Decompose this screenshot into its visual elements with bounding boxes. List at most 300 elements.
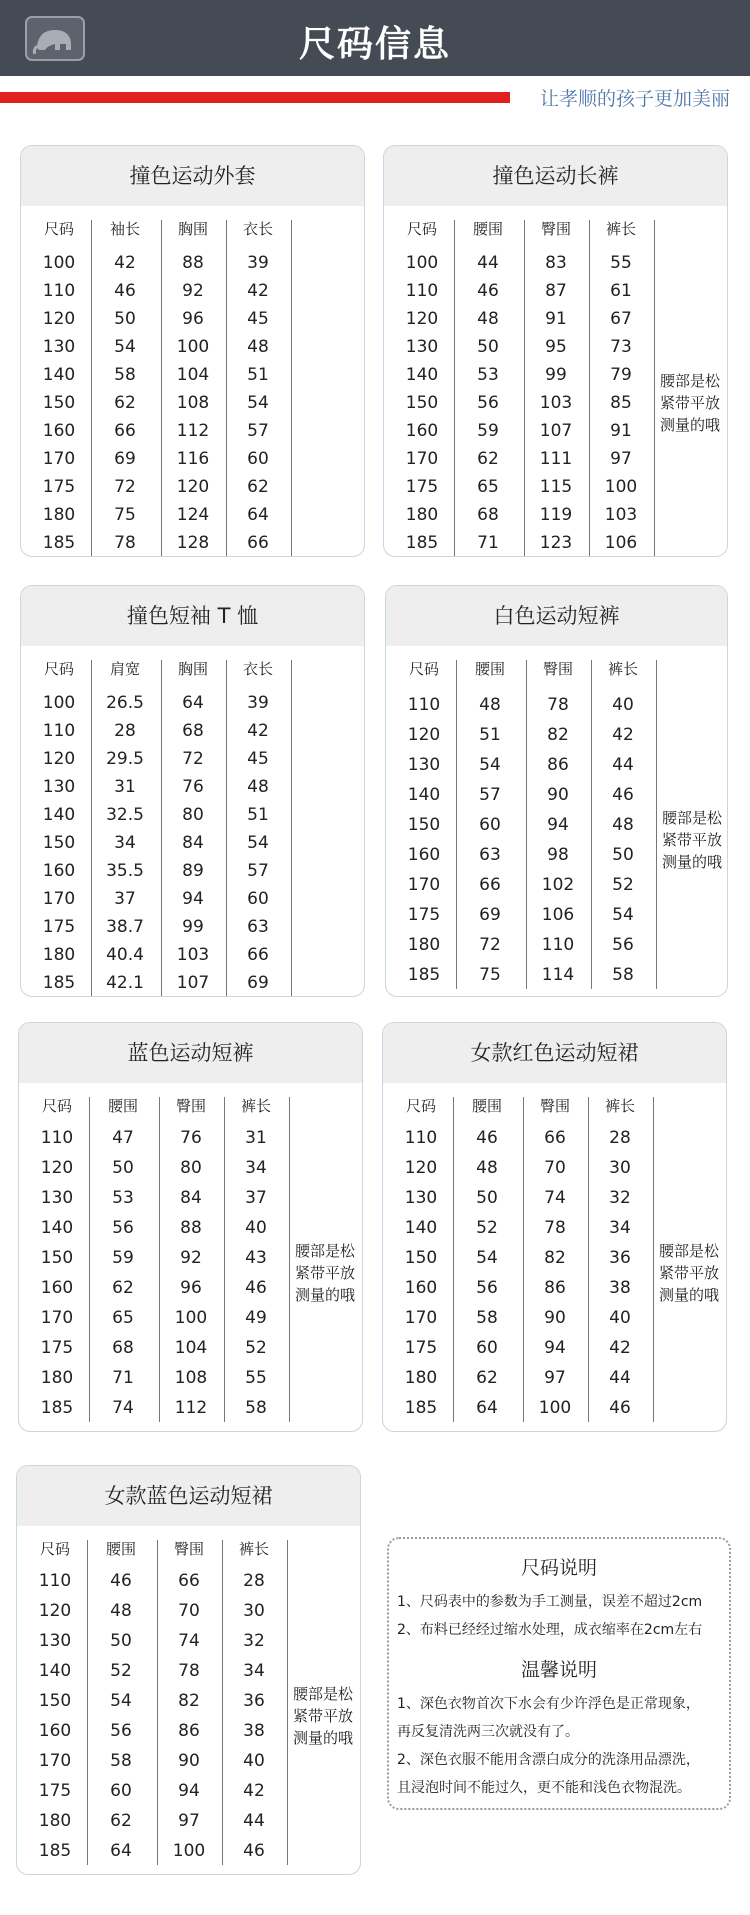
table-cell: 106: [604, 533, 638, 553]
table-cell: 59: [112, 1248, 134, 1268]
table-cell: 106: [541, 905, 575, 925]
column-divider: [291, 220, 292, 557]
table-cell: 54: [612, 905, 634, 925]
table-cell: 48: [476, 1158, 498, 1178]
table-cell: 46: [110, 1571, 132, 1591]
table-cell: 36: [609, 1248, 631, 1268]
table-cell: 47: [112, 1128, 134, 1148]
table-cell: 67: [610, 309, 632, 329]
table-cell: 58: [612, 965, 634, 985]
table-cell: 60: [110, 1781, 132, 1801]
table-cell: 45: [247, 309, 269, 329]
table-cell: 56: [112, 1218, 134, 1238]
table-cell: 48: [247, 337, 269, 357]
size-notes-title: 尺码说明: [520, 1557, 597, 1579]
table-cell: 37: [245, 1188, 267, 1208]
table-cell: 50: [612, 845, 634, 865]
table-cell: 100: [172, 1841, 206, 1861]
table-cell: 60: [476, 1338, 498, 1358]
table-cell: 100: [42, 253, 76, 273]
table-cell: 120: [407, 725, 441, 745]
column-header: 尺码: [405, 1097, 436, 1115]
table-cell: 79: [610, 365, 632, 385]
table-cell: 30: [609, 1158, 631, 1178]
table-cell: 100: [405, 253, 439, 273]
table-cell: 66: [178, 1571, 200, 1591]
table-cell: 140: [40, 1218, 74, 1238]
size-table-card: [383, 145, 728, 557]
table-cell: 185: [405, 533, 439, 553]
table-cell: 119: [539, 505, 573, 525]
table-cell: 128: [176, 533, 210, 553]
table-cell: 40: [245, 1218, 267, 1238]
table-cell: 48: [247, 777, 269, 797]
table-cell: 64: [182, 693, 204, 713]
table-cell: 65: [477, 477, 499, 497]
table-cell: 50: [112, 1158, 134, 1178]
table-cell: 66: [544, 1128, 566, 1148]
table-cell: 28: [114, 721, 136, 741]
table-cell: 40: [243, 1751, 265, 1771]
column-divider: [591, 660, 592, 989]
table-cell: 48: [110, 1601, 132, 1621]
table-cell: 86: [178, 1721, 200, 1741]
table-cell: 38.7: [106, 917, 144, 937]
size-note-line: 2、布料已经经过缩水处理，成衣缩率在2cm左右: [397, 1622, 703, 1638]
table-cell: 130: [407, 755, 441, 775]
table-cell: 72: [114, 477, 136, 497]
table-cell: 97: [178, 1811, 200, 1831]
measurement-note: 腰部是松紧带平放测量的哦: [293, 1685, 354, 1747]
column-divider: [222, 1540, 223, 1865]
table-cell: 185: [404, 1398, 438, 1418]
table-cell: 160: [42, 421, 76, 441]
table-cell: 88: [182, 253, 204, 273]
measurement-note: 腰部是松紧带平放测量的哦: [295, 1242, 356, 1304]
table-cell: 44: [609, 1368, 631, 1388]
table-cell: 62: [114, 393, 136, 413]
table-cell: 64: [247, 505, 269, 525]
table-cell: 170: [407, 875, 441, 895]
column-divider: [226, 220, 227, 557]
table-cell: 66: [247, 533, 269, 553]
column-header: 衣长: [242, 220, 273, 238]
table-cell: 55: [610, 253, 632, 273]
table-cell: 68: [477, 505, 499, 525]
table-cell: 140: [38, 1661, 72, 1681]
column-divider: [161, 660, 162, 997]
column-header: 裤长: [607, 660, 638, 678]
tip-line: 1、深色衣物首次下水会有少许浮色是正常现象，: [397, 1696, 700, 1712]
table-cell: 160: [404, 1278, 438, 1298]
table-cell: 30: [243, 1601, 265, 1621]
table-cell: 120: [40, 1158, 74, 1178]
column-header: 腰围: [107, 1097, 138, 1115]
table-cell: 104: [174, 1338, 208, 1358]
table-cell: 85: [610, 393, 632, 413]
table-cell: 68: [112, 1338, 134, 1358]
column-header: 尺码: [39, 1540, 70, 1558]
table-cell: 103: [176, 945, 210, 965]
table-cell: 74: [178, 1631, 200, 1651]
table-cell: 108: [174, 1368, 208, 1388]
table-title: 女款红色运动短裙: [383, 1023, 726, 1083]
table-cell: 59: [477, 421, 499, 441]
table-cell: 50: [477, 337, 499, 357]
column-divider: [91, 220, 92, 557]
table-cell: 70: [178, 1601, 200, 1621]
table-cell: 107: [176, 973, 210, 993]
table-cell: 100: [174, 1308, 208, 1328]
tip-line: 2、深色衣服不能用含漂白成分的洗涤用品漂洗，: [397, 1752, 700, 1768]
table-cell: 82: [544, 1248, 566, 1268]
size-table-card: [16, 1465, 361, 1875]
table-cell: 39: [247, 693, 269, 713]
table-cell: 48: [479, 695, 501, 715]
table-cell: 76: [180, 1128, 202, 1148]
table-cell: 39: [247, 253, 269, 273]
column-divider: [91, 660, 92, 997]
table-cell: 110: [42, 281, 76, 301]
table-cell: 70: [544, 1158, 566, 1178]
table-cell: 180: [38, 1811, 72, 1831]
table-cell: 180: [407, 935, 441, 955]
table-cell: 110: [40, 1128, 74, 1148]
table-cell: 120: [404, 1158, 438, 1178]
table-cell: 42.1: [106, 973, 144, 993]
table-cell: 50: [110, 1631, 132, 1651]
table-cell: 43: [245, 1248, 267, 1268]
table-cell: 175: [42, 477, 76, 497]
table-cell: 68: [182, 721, 204, 741]
table-cell: 103: [539, 393, 573, 413]
table-cell: 160: [405, 421, 439, 441]
table-cell: 92: [182, 281, 204, 301]
table-cell: 90: [547, 785, 569, 805]
column-divider: [89, 1097, 90, 1422]
table-cell: 97: [610, 449, 632, 469]
table-cell: 180: [42, 945, 76, 965]
table-cell: 95: [545, 337, 567, 357]
table-cell: 35.5: [106, 861, 144, 881]
table-cell: 130: [38, 1631, 72, 1651]
table-cell: 36: [243, 1691, 265, 1711]
table-cell: 150: [42, 833, 76, 853]
table-cell: 175: [38, 1781, 72, 1801]
table-cell: 31: [245, 1128, 267, 1148]
table-cell: 92: [180, 1248, 202, 1268]
table-cell: 64: [476, 1398, 498, 1418]
table-cell: 31: [114, 777, 136, 797]
table-cell: 66: [247, 945, 269, 965]
table-cell: 26.5: [106, 693, 144, 713]
table-cell: 56: [476, 1278, 498, 1298]
table-cell: 150: [38, 1691, 72, 1711]
column-divider: [656, 660, 657, 989]
table-cell: 42: [247, 281, 269, 301]
column-divider: [291, 660, 292, 997]
table-cell: 114: [541, 965, 575, 985]
column-header: 尺码: [41, 1097, 72, 1115]
accent-bar: [0, 92, 510, 103]
table-cell: 50: [476, 1188, 498, 1208]
table-cell: 64: [110, 1841, 132, 1861]
column-header: 臀围: [175, 1097, 206, 1115]
table-cell: 83: [545, 253, 567, 273]
table-cell: 90: [178, 1751, 200, 1771]
table-cell: 38: [243, 1721, 265, 1741]
table-cell: 80: [182, 805, 204, 825]
table-cell: 57: [247, 421, 269, 441]
table-cell: 110: [407, 695, 441, 715]
column-divider: [589, 220, 590, 557]
table-cell: 175: [407, 905, 441, 925]
table-cell: 90: [544, 1308, 566, 1328]
table-cell: 150: [42, 393, 76, 413]
table-cell: 69: [247, 973, 269, 993]
table-title: 撞色运动外套: [21, 146, 364, 206]
table-cell: 45: [247, 749, 269, 769]
table-cell: 66: [479, 875, 501, 895]
table-cell: 175: [42, 917, 76, 937]
notes-box: [387, 1537, 731, 1810]
table-cell: 150: [405, 393, 439, 413]
size-table-card: [385, 585, 728, 997]
table-cell: 69: [479, 905, 501, 925]
table-cell: 51: [247, 365, 269, 385]
table-cell: 74: [544, 1188, 566, 1208]
size-table-card: [20, 585, 365, 997]
table-cell: 185: [407, 965, 441, 985]
table-cell: 97: [544, 1368, 566, 1388]
table-cell: 42: [243, 1781, 265, 1801]
table-cell: 58: [110, 1751, 132, 1771]
table-cell: 66: [114, 421, 136, 441]
table-cell: 84: [180, 1188, 202, 1208]
table-cell: 37: [114, 889, 136, 909]
table-cell: 57: [247, 861, 269, 881]
table-cell: 120: [405, 309, 439, 329]
table-title: 蓝色运动短裤: [19, 1023, 362, 1083]
table-cell: 94: [178, 1781, 200, 1801]
table-cell: 175: [405, 477, 439, 497]
table-cell: 82: [178, 1691, 200, 1711]
table-cell: 111: [539, 449, 573, 469]
table-cell: 73: [610, 337, 632, 357]
table-cell: 54: [247, 393, 269, 413]
column-header: 胸围: [177, 660, 208, 678]
table-cell: 130: [42, 337, 76, 357]
table-cell: 52: [612, 875, 634, 895]
table-cell: 40.4: [106, 945, 144, 965]
table-cell: 75: [479, 965, 501, 985]
table-cell: 180: [42, 505, 76, 525]
table-cell: 104: [176, 365, 210, 385]
size-table-card: [382, 1022, 727, 1432]
table-cell: 58: [476, 1308, 498, 1328]
table-cell: 40: [609, 1308, 631, 1328]
table-title: 白色运动短裤: [386, 586, 727, 646]
table-cell: 88: [180, 1218, 202, 1238]
table-cell: 62: [110, 1811, 132, 1831]
table-cell: 124: [176, 505, 210, 525]
table-cell: 48: [612, 815, 634, 835]
table-cell: 175: [40, 1338, 74, 1358]
column-header: 肩宽: [109, 660, 140, 678]
column-divider: [224, 1097, 225, 1422]
table-cell: 46: [612, 785, 634, 805]
column-header: 尺码: [406, 220, 437, 238]
table-cell: 175: [404, 1338, 438, 1358]
table-cell: 29.5: [106, 749, 144, 769]
table-cell: 98: [547, 845, 569, 865]
table-cell: 185: [42, 533, 76, 553]
table-cell: 87: [545, 281, 567, 301]
table-cell: 100: [42, 693, 76, 713]
table-cell: 48: [477, 309, 499, 329]
column-header: 尺码: [408, 660, 439, 678]
column-header: 腰围: [105, 1540, 136, 1558]
table-cell: 62: [112, 1278, 134, 1298]
table-cell: 51: [247, 805, 269, 825]
table-cell: 71: [477, 533, 499, 553]
table-cell: 170: [405, 449, 439, 469]
table-cell: 100: [538, 1398, 572, 1418]
column-header: 臀围: [542, 660, 573, 678]
table-cell: 54: [476, 1248, 498, 1268]
table-cell: 61: [610, 281, 632, 301]
table-cell: 86: [547, 755, 569, 775]
table-cell: 46: [477, 281, 499, 301]
column-divider: [653, 1097, 654, 1422]
table-cell: 53: [112, 1188, 134, 1208]
table-cell: 62: [477, 449, 499, 469]
table-cell: 53: [477, 365, 499, 385]
table-cell: 54: [479, 755, 501, 775]
column-divider: [453, 1097, 454, 1422]
table-cell: 185: [38, 1841, 72, 1861]
table-cell: 62: [476, 1368, 498, 1388]
table-cell: 46: [243, 1841, 265, 1861]
table-cell: 86: [544, 1278, 566, 1298]
table-cell: 96: [182, 309, 204, 329]
table-cell: 60: [247, 449, 269, 469]
column-divider: [157, 1540, 158, 1865]
table-cell: 32.5: [106, 805, 144, 825]
table-cell: 46: [609, 1398, 631, 1418]
table-cell: 150: [40, 1248, 74, 1268]
column-header: 裤长: [238, 1540, 269, 1558]
table-cell: 115: [539, 477, 573, 497]
column-header: 裤长: [605, 220, 636, 238]
table-cell: 72: [182, 749, 204, 769]
table-cell: 65: [112, 1308, 134, 1328]
slogan: 让孝顺的孩子更加美丽: [539, 88, 730, 110]
table-cell: 76: [182, 777, 204, 797]
table-cell: 140: [404, 1218, 438, 1238]
column-divider: [159, 1097, 160, 1422]
table-cell: 110: [404, 1128, 438, 1148]
table-cell: 46: [114, 281, 136, 301]
table-cell: 46: [476, 1128, 498, 1148]
table-cell: 100: [176, 337, 210, 357]
table-cell: 150: [407, 815, 441, 835]
table-cell: 58: [245, 1398, 267, 1418]
table-cell: 112: [176, 421, 210, 441]
size-table-card: [20, 145, 365, 557]
table-cell: 170: [404, 1308, 438, 1328]
column-header: 胸围: [177, 220, 208, 238]
table-cell: 120: [42, 309, 76, 329]
table-cell: 56: [110, 1721, 132, 1741]
table-cell: 99: [182, 917, 204, 937]
table-cell: 50: [114, 309, 136, 329]
table-cell: 42: [609, 1338, 631, 1358]
table-cell: 180: [404, 1368, 438, 1388]
column-header: 臀围: [539, 1097, 570, 1115]
table-cell: 110: [42, 721, 76, 741]
table-cell: 130: [405, 337, 439, 357]
table-cell: 130: [40, 1188, 74, 1208]
table-cell: 185: [40, 1398, 74, 1418]
table-cell: 89: [182, 861, 204, 881]
table-cell: 78: [114, 533, 136, 553]
table-cell: 71: [112, 1368, 134, 1388]
table-cell: 180: [405, 505, 439, 525]
column-header: 尺码: [43, 220, 74, 238]
table-cell: 34: [609, 1218, 631, 1238]
table-cell: 120: [42, 749, 76, 769]
table-cell: 60: [479, 815, 501, 835]
table-cell: 80: [180, 1158, 202, 1178]
table-cell: 170: [38, 1751, 72, 1771]
table-cell: 62: [247, 477, 269, 497]
table-cell: 49: [245, 1308, 267, 1328]
table-cell: 91: [545, 309, 567, 329]
table-cell: 130: [404, 1188, 438, 1208]
tip-line: 且浸泡时间不能过久，更不能和浅色衣物混洗。: [397, 1780, 691, 1796]
column-divider: [289, 1097, 290, 1422]
table-cell: 56: [612, 935, 634, 955]
table-cell: 58: [114, 365, 136, 385]
table-cell: 170: [40, 1308, 74, 1328]
column-divider: [454, 220, 455, 557]
column-header: 臀围: [173, 1540, 204, 1558]
table-cell: 55: [245, 1368, 267, 1388]
column-header: 臀围: [540, 220, 571, 238]
tips-title: 温馨说明: [520, 1659, 597, 1681]
table-cell: 150: [404, 1248, 438, 1268]
table-cell: 78: [178, 1661, 200, 1681]
table-cell: 54: [114, 337, 136, 357]
table-cell: 140: [42, 805, 76, 825]
column-divider: [226, 660, 227, 997]
table-cell: 28: [609, 1128, 631, 1148]
table-cell: 170: [42, 889, 76, 909]
table-cell: 103: [604, 505, 638, 525]
column-header: 裤长: [604, 1097, 635, 1115]
column-divider: [523, 1097, 524, 1422]
table-cell: 74: [112, 1398, 134, 1418]
table-cell: 120: [176, 477, 210, 497]
measurement-note: 腰部是松紧带平放测量的哦: [659, 1242, 720, 1304]
table-cell: 123: [539, 533, 573, 553]
table-cell: 170: [42, 449, 76, 469]
table-cell: 116: [176, 449, 210, 469]
table-title: 女款蓝色运动短裙: [17, 1466, 360, 1526]
table-cell: 63: [247, 917, 269, 937]
table-cell: 34: [243, 1661, 265, 1681]
